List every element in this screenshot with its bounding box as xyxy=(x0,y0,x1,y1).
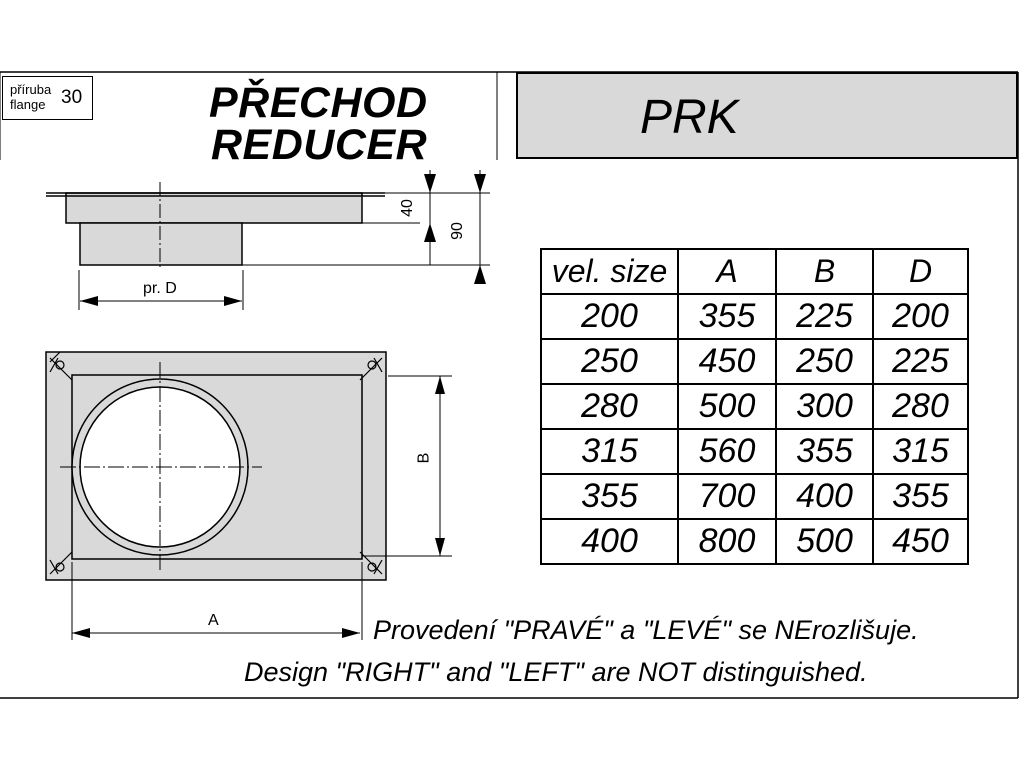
a-dimension xyxy=(70,624,370,644)
flange-label-en: flange xyxy=(10,97,46,112)
header-a: A xyxy=(678,249,776,294)
header-size: vel. size xyxy=(541,249,678,294)
table-row xyxy=(541,339,968,384)
table-header-row xyxy=(541,249,968,294)
dim-label-40: 40 xyxy=(398,199,416,217)
cell-d: 280 xyxy=(873,384,968,429)
dim-label-diameter: pr. D xyxy=(143,280,177,297)
note-cz: Provedení "PRAVÉ" a "LEVÉ" se NErozlišuje. xyxy=(373,615,919,645)
plan-view xyxy=(0,340,480,640)
cell-size: 200 xyxy=(541,294,678,339)
table-row xyxy=(541,474,968,519)
cell-d: 200 xyxy=(873,294,968,339)
product-code: PRK xyxy=(640,91,739,144)
cell-b: 400 xyxy=(776,474,873,519)
table-row xyxy=(541,429,968,474)
header-b: B xyxy=(776,249,873,294)
cell-size: 280 xyxy=(541,384,678,429)
cell-size: 315 xyxy=(541,429,678,474)
table-row xyxy=(541,384,968,429)
title-cz: PŘECHOD xyxy=(209,79,428,127)
cell-b: 300 xyxy=(776,384,873,429)
dimensions-table xyxy=(540,248,969,565)
cell-size: 355 xyxy=(541,474,678,519)
flange-badge xyxy=(2,76,93,120)
cell-a: 500 xyxy=(678,384,776,429)
flange-label-cz: příruba xyxy=(10,82,52,97)
table-row xyxy=(541,519,968,564)
cell-d: 225 xyxy=(873,339,968,384)
cell-b: 500 xyxy=(776,519,873,564)
cell-d: 355 xyxy=(873,474,968,519)
flange-value: 30 xyxy=(61,87,83,108)
cell-a: 450 xyxy=(678,339,776,384)
title-en: REDUCER xyxy=(211,121,428,169)
cell-b: 225 xyxy=(776,294,873,339)
cell-b: 355 xyxy=(776,429,873,474)
dim-label-a: A xyxy=(208,612,219,629)
cell-a: 560 xyxy=(678,429,776,474)
cell-d: 315 xyxy=(873,429,968,474)
dim-label-b: B xyxy=(415,452,433,464)
note-en: Design "RIGHT" and "LEFT" are NOT distinguished. xyxy=(244,657,868,687)
cell-a: 355 xyxy=(678,294,776,339)
cell-size: 400 xyxy=(541,519,678,564)
cell-b: 250 xyxy=(776,339,873,384)
cell-d: 450 xyxy=(873,519,968,564)
header-d: D xyxy=(873,249,968,294)
cell-a: 800 xyxy=(678,519,776,564)
table-row xyxy=(541,294,968,339)
cell-a: 700 xyxy=(678,474,776,519)
dim-label-90: 90 xyxy=(448,222,466,240)
cell-size: 250 xyxy=(541,339,678,384)
side-view xyxy=(0,160,500,310)
product-code-box xyxy=(516,72,1018,159)
